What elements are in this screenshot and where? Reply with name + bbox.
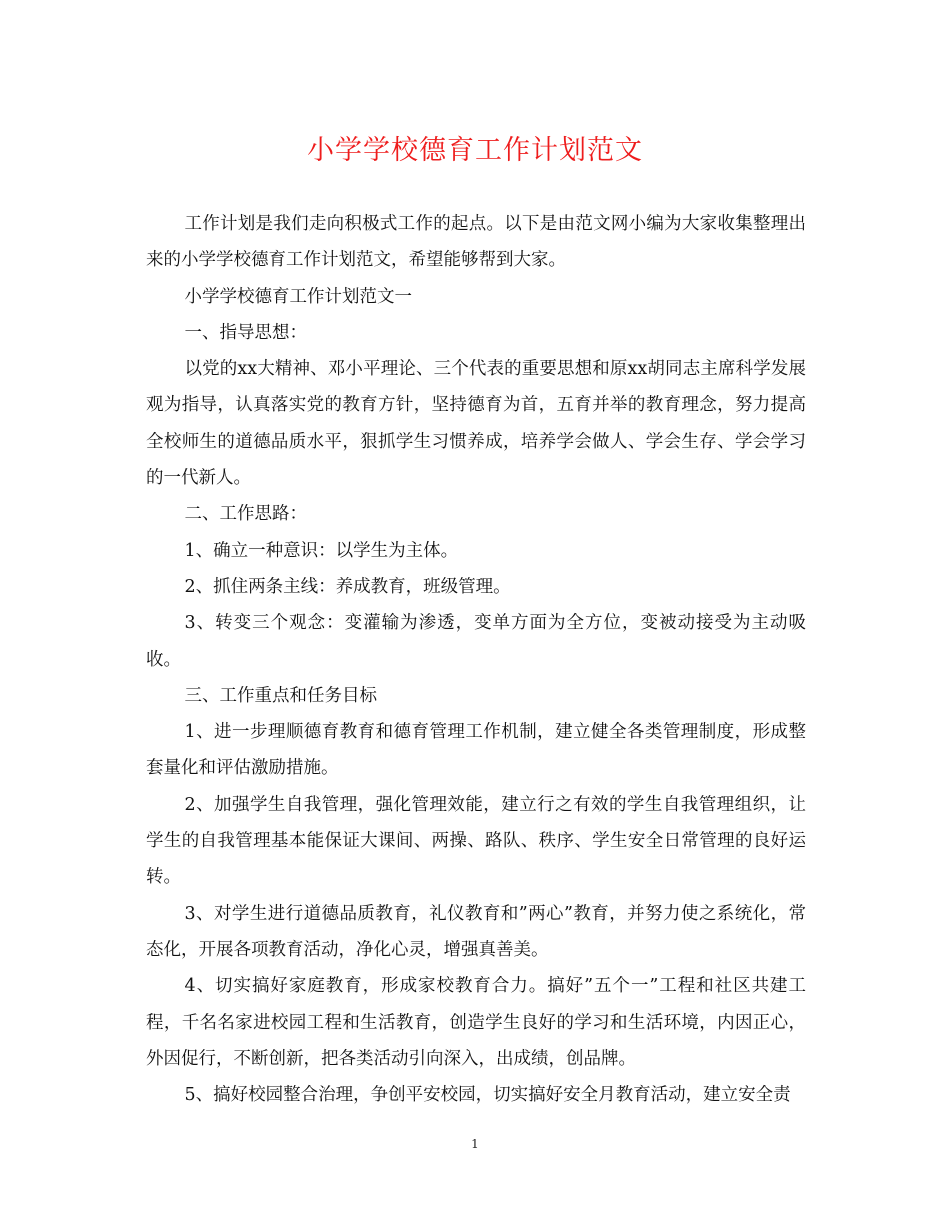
list-item: 5、搞好校园整合治理，争创平安校园，切实搞好安全月教育活动，建立安全责 bbox=[184, 1085, 791, 1106]
list-item: 1、进一步理顺德育教育和德育管理工作机制，建立健全各类管理制度，形成整套量化和评估激励措施。 bbox=[146, 722, 806, 779]
paragraph-guiding-thought: 以党的xx大精神、邓小平理论、三个代表的重要思想和原xx胡同志主席科学发展观为指导，认真落实党的教育方针，坚持德育为首，五育并举的教育理念，努力提高全校师生的道德品质水平，狠抓学生习惯养成，培养学会做人、学会生存、学会学习的一代新人。 bbox=[146, 359, 806, 489]
page-number: 1 bbox=[471, 1137, 479, 1151]
document-body bbox=[146, 206, 806, 1113]
list-item: 1、确立一种意识：以学生为主体。 bbox=[184, 540, 459, 561]
section-heading-work-approach: 二、工作思路： bbox=[184, 504, 307, 525]
section-heading-guiding-thought: 一、指导思想： bbox=[184, 322, 307, 343]
section-heading-plan-one: 小学学校德育工作计划范文一 bbox=[184, 286, 412, 307]
section-heading-work-focus: 三、工作重点和任务目标 bbox=[184, 685, 377, 706]
list-item: 3、对学生进行道德品质教育，礼仪教育和”两心”教育，并努力使之系统化，常态化，开展各项教育活动，净化心灵，增强真善美。 bbox=[146, 903, 806, 960]
list-item: 4、切实搞好家庭教育，形成家校教育合力。搞好”五个一”工程和社区共建工程，千名名家进校园工程和生活教育，创造学生良好的学习和生活环境，内因正心，外因促行，不断创新，把各类活动引向深入，出成绩，创品牌。 bbox=[146, 976, 806, 1069]
list-item: 2、加强学生自我管理，强化管理效能，建立行之有效的学生自我管理组织，让学生的自我管理基本能保证大课间、两操、路队、秩序、学生安全日常管理的良好运转。 bbox=[146, 794, 806, 888]
document-title: 小学学校德育工作计划范文 bbox=[307, 135, 643, 166]
list-item: 2、抓住两条主线：养成教育，班级管理。 bbox=[184, 576, 511, 597]
list-item: 3、转变三个观念：变灌输为渗透，变单方面为全方位，变被动接受为主动吸收。 bbox=[146, 613, 806, 670]
paragraph-intro: 工作计划是我们走向积极式工作的起点。以下是由范文网小编为大家收集整理出来的小学学校德育工作计划范文，希望能够帮到大家。 bbox=[146, 214, 806, 271]
